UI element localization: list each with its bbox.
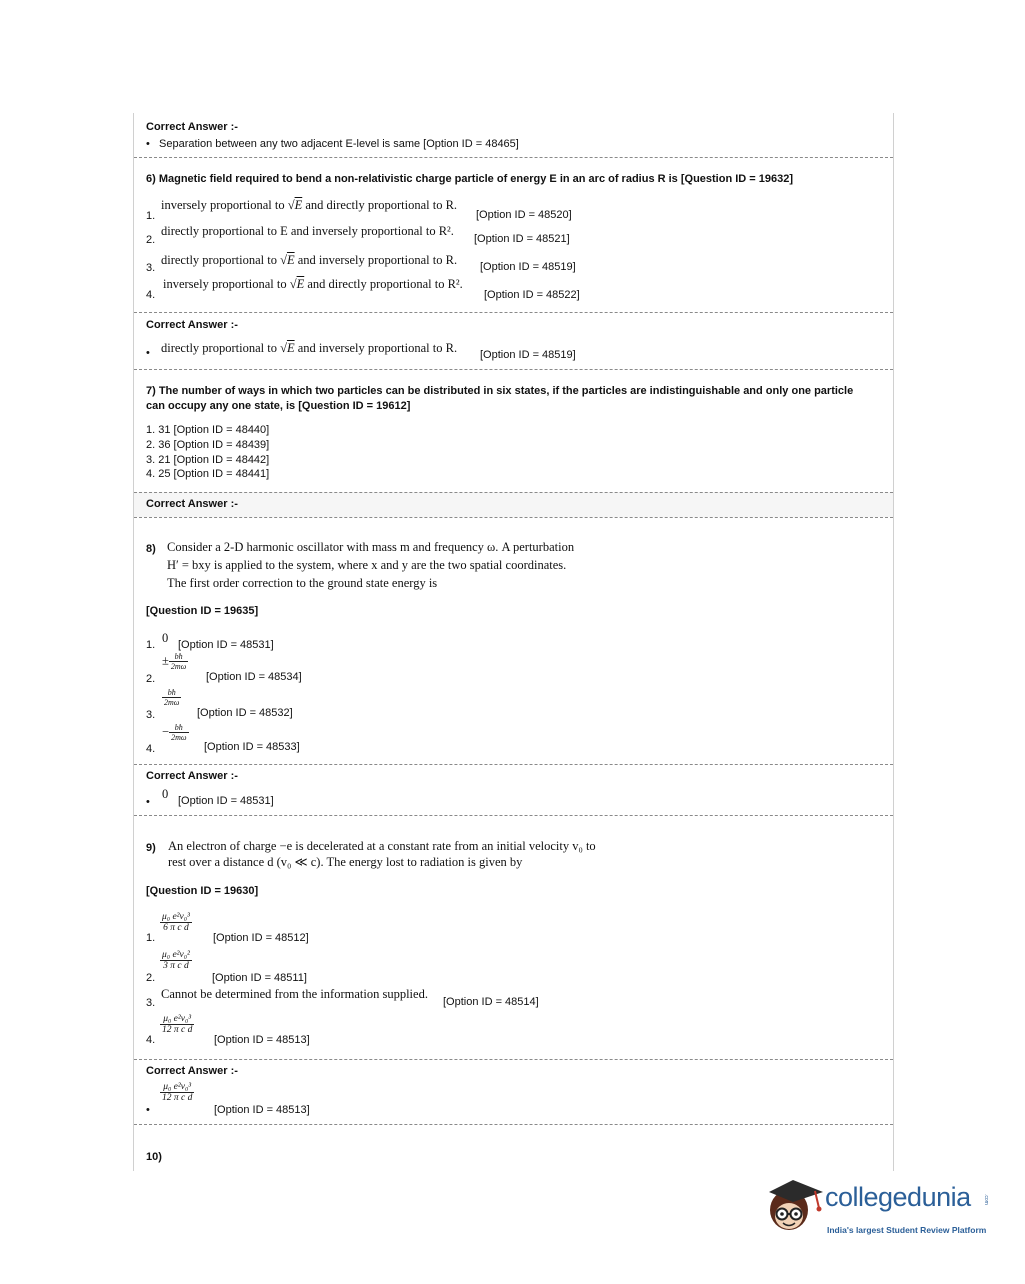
q8-answer-section [134,764,893,815]
option-expr: $\frac{\text{μ₀ e²v₀³}}{\text{6 π c d}}$ [162,912,190,933]
option-id: [Option ID = 48520] [476,209,572,221]
brand-name: collegedunia [825,1182,971,1212]
q6-section [134,157,893,312]
bullet-icon: • [146,347,150,359]
option-expr: − $\frac{bħ}{2m\omega}$ [162,723,187,742]
option-id: [Option ID = 48513] [214,1034,310,1046]
option-id: [Option ID = 48513] [214,1104,310,1116]
option-number: 4. [146,743,156,755]
question-text: 7) The number of ways in which two particles can be distributed in six states, if the particles are indistinguishable and only one particle can occupy any one state, is [Question ID = 19612] [146,385,854,412]
option-item: 4. 25 [Option ID = 48441] [146,468,270,480]
correct-answer-text: directly proportional to √E and inversely proportional to R. [161,341,458,355]
question-text: An electron of charge −e is decelerated at a constant rate from an initial velocity v₀ to rest over a distance d (v₀ ≪ c). The energy lost to radiation is given by [168,839,596,869]
q9-answer-section [134,1059,893,1124]
q9-section [134,815,893,1059]
option-text: directly proportional to E and inversely proportional to R². [161,224,454,238]
option-id: [Option ID = 48531] [178,639,274,651]
correct-answer-label: Correct Answer :- [146,121,238,133]
collegedunia-logo [765,1176,995,1246]
option-expr: $\frac{\text{μ₀ e²v₀³}}{\text{12 π c d}}$ [162,1014,193,1035]
correct-answer-label: Correct Answer :- [146,1065,238,1077]
q7-answer-section [134,492,893,517]
question-id: [Question ID = 19630] [146,885,259,897]
option-number: 3. [146,997,156,1009]
option-number: 1. [146,210,156,222]
correct-answer-expr: $\frac{\text{μ₀ e²v₀³}}{\text{12 π c d}}$ [162,1082,193,1103]
option-number: 4. [146,1034,156,1046]
option-text: inversely proportional to √E and directly proportional to R. [161,198,458,212]
bullet-icon: • [146,796,150,808]
option-id: [Option ID = 48514] [443,996,539,1008]
option-expr: $\frac{\text{μ₀ e²v₀²}}{\text{3 π c d}}$ [162,950,190,971]
question-number: 10) [146,1151,162,1163]
option-number: 2. [146,234,156,246]
option-id: [Option ID = 48511] [212,972,307,984]
question-text: 6) Magnetic field required to bend a non-relativistic charge particle of energy E in an arc of radius R is [Question ID = 19632] [146,173,794,185]
question-number: 8) [146,543,156,555]
option-number: 3. [146,709,156,721]
correct-answer-text: Separation between any two adjacent E-level is same [Option ID = 48465] [159,138,519,150]
option-id: [Option ID = 48533] [204,741,300,753]
option-number: 1. [146,932,156,944]
option-expr: 0 [162,631,169,645]
correct-answer-label: Correct Answer :- [146,770,238,782]
question-paper [133,113,894,1171]
option-item: 3. 21 [Option ID = 48442] [146,454,270,466]
option-id: [Option ID = 48519] [480,349,576,361]
correct-answer-expr: 0 [162,787,169,801]
option-number: 2. [146,972,156,984]
bullet-icon: • [146,1104,150,1116]
bullet-icon: • [146,138,150,150]
correct-answer-label: Correct Answer :- [146,319,238,331]
q6-answer-section [134,312,893,369]
q7-section [134,369,893,492]
q5-answer-section [134,113,893,156]
option-number: 2. [146,673,156,685]
option-number: 3. [146,262,156,274]
question-number: 9) [146,842,156,854]
question-id: [Question ID = 19635] [146,605,259,617]
option-expr: ± $\frac{bħ}{2m\omega}$ [162,652,187,671]
option-number: 4. [146,289,156,301]
option-id: [Option ID = 48519] [480,261,576,273]
option-number: 1. [146,639,156,651]
option-id: [Option ID = 48521] [474,233,570,245]
brand-domain: .com [983,1194,989,1205]
brand-tagline: India's largest Student Review Platform [827,1225,987,1235]
mascot-icon [765,1176,827,1246]
option-id: [Option ID = 48512] [213,932,309,944]
option-text: Cannot be determined from the information supplied. [161,987,428,1001]
option-item: 2. 36 [Option ID = 48439] [146,439,270,451]
option-id: [Option ID = 48532] [197,707,293,719]
correct-answer-label: Correct Answer :- [146,498,238,510]
question-text: Consider a 2-D harmonic oscillator with mass m and frequency ω. A perturbation H′ = bxy is applied to the system, where x and y are the two spatial coordinates. The first order correction to the ground state energy is [167,540,575,590]
option-item: 1. 31 [Option ID = 48440] [146,424,270,436]
option-id: [Option ID = 48531] [178,795,274,807]
option-id: [Option ID = 48522] [484,289,580,301]
option-text: inversely proportional to √E and directly proportional to R². [163,277,463,291]
option-text: directly proportional to √E and inversely proportional to R. [161,253,458,267]
q8-section [134,517,893,764]
option-id: [Option ID = 48534] [206,671,302,683]
option-expr: $\frac{bħ}{2m\omega}$ [164,688,180,707]
q10-section [134,1124,893,1172]
